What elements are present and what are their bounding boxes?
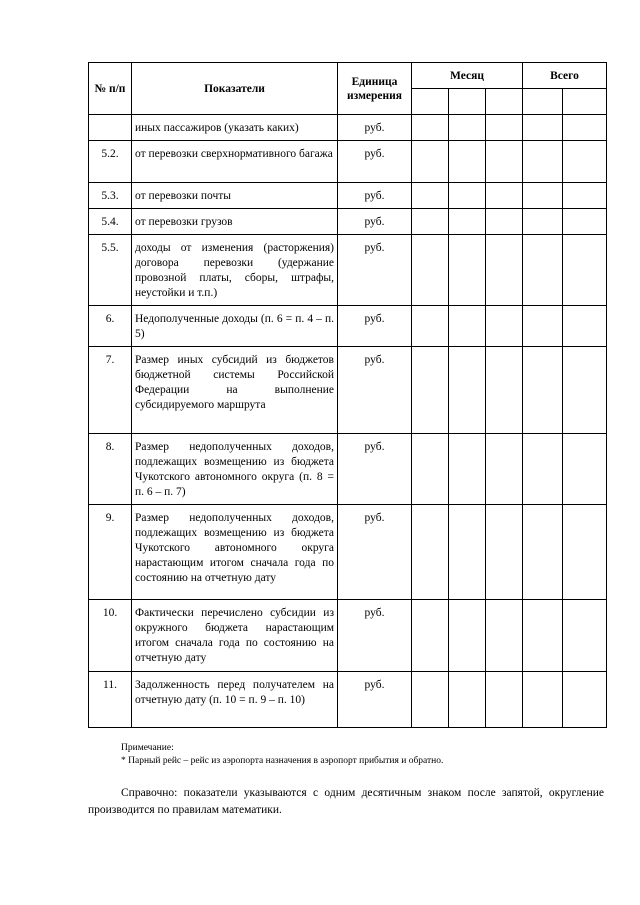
table-row	[89, 141, 607, 183]
row-num	[89, 115, 132, 141]
value-cell	[523, 183, 563, 209]
footnote-text: * Парный рейс – рейс из аэропорта назначения в аэропорт прибытия и обратно.	[121, 756, 444, 766]
value-cell	[563, 672, 607, 728]
value-cell	[523, 434, 563, 505]
value-cell	[412, 434, 449, 505]
value-cell	[449, 434, 486, 505]
row-unit: руб.	[338, 209, 412, 235]
table-row	[89, 183, 607, 209]
row-unit: руб.	[338, 600, 412, 672]
month-subcell	[486, 89, 523, 115]
row-indicator: от перевозки грузов	[132, 209, 338, 235]
value-cell	[486, 347, 523, 434]
value-cell	[449, 209, 486, 235]
value-cell	[523, 600, 563, 672]
row-num: 5.4.	[89, 209, 132, 235]
month-subcell	[412, 89, 449, 115]
value-cell	[412, 505, 449, 600]
value-cell	[486, 505, 523, 600]
row-unit: руб.	[338, 306, 412, 347]
row-unit: руб.	[338, 141, 412, 183]
value-cell	[523, 505, 563, 600]
table-row	[89, 209, 607, 235]
value-cell	[523, 209, 563, 235]
row-num: 8.	[89, 434, 132, 505]
total-subcell	[523, 89, 563, 115]
row-unit: руб.	[338, 183, 412, 209]
row-indicator: доходы от изменения (расторжения) договора перевозки (удержание провозной платы, сборы, штрафы, неустойки и т.п.)	[132, 235, 338, 306]
header-month: Месяц	[412, 63, 523, 89]
header-total: Всего	[523, 63, 607, 89]
reference-paragraph: Справочно: показатели указываются с одним десятичным знаком после запятой, округление производится по правилам математики.	[88, 787, 604, 816]
value-cell	[412, 235, 449, 306]
row-unit: руб.	[338, 434, 412, 505]
table-row	[89, 434, 607, 505]
value-cell	[412, 141, 449, 183]
value-cell	[412, 347, 449, 434]
month-subcell	[449, 89, 486, 115]
value-cell	[486, 209, 523, 235]
row-num: 6.	[89, 306, 132, 347]
report-table	[88, 62, 607, 728]
value-cell	[523, 306, 563, 347]
value-cell	[523, 672, 563, 728]
value-cell	[412, 209, 449, 235]
table-row	[89, 672, 607, 728]
row-indicator: Фактически перечислено субсидии из окружного бюджета нарастающим итогом сначала года по состоянию на отчетную дату	[132, 600, 338, 672]
row-unit: руб.	[338, 115, 412, 141]
value-cell	[412, 600, 449, 672]
value-cell	[563, 209, 607, 235]
table-row	[89, 505, 607, 600]
value-cell	[563, 505, 607, 600]
row-num: 11.	[89, 672, 132, 728]
value-cell	[486, 600, 523, 672]
value-cell	[563, 306, 607, 347]
value-cell	[486, 672, 523, 728]
table-row	[89, 347, 607, 434]
value-cell	[486, 141, 523, 183]
value-cell	[486, 235, 523, 306]
value-cell	[449, 141, 486, 183]
value-cell	[563, 434, 607, 505]
header-unit: Единица измерения	[338, 63, 412, 115]
value-cell	[449, 235, 486, 306]
value-cell	[563, 347, 607, 434]
value-cell	[449, 672, 486, 728]
row-indicator: Размер недополученных доходов, подлежащих возмещению из бюджета Чукотского автономного округа нарастающим итогом сначала года по состоянию на отчетную дату	[132, 505, 338, 600]
row-indicator: Размер иных субсидий из бюджетов бюджетной системы Российской Федерации на выполнение субсидируемого маршрута	[132, 347, 338, 434]
value-cell	[412, 306, 449, 347]
row-indicator: Размер недополученных доходов, подлежащих возмещению из бюджета Чукотского автономного округа (п. 8 = п. 6 – п. 7)	[132, 434, 338, 505]
value-cell	[523, 115, 563, 141]
table-row	[89, 235, 607, 306]
row-num: 9.	[89, 505, 132, 600]
row-unit: руб.	[338, 235, 412, 306]
value-cell	[563, 600, 607, 672]
footnote	[121, 742, 443, 768]
row-indicator: Задолженность перед получателем на отчетную дату (п. 10 = п. 9 – п. 10)	[132, 672, 338, 728]
row-num: 10.	[89, 600, 132, 672]
table-row	[89, 306, 607, 347]
total-subcell	[563, 89, 607, 115]
value-cell	[486, 115, 523, 141]
row-indicator: Недополученные доходы (п. 6 = п. 4 – п. 5)	[132, 306, 338, 347]
row-unit: руб.	[338, 672, 412, 728]
row-num: 7.	[89, 347, 132, 434]
value-cell	[449, 600, 486, 672]
row-num: 5.5.	[89, 235, 132, 306]
row-unit: руб.	[338, 347, 412, 434]
value-cell	[412, 672, 449, 728]
table-row	[89, 600, 607, 672]
value-cell	[563, 115, 607, 141]
row-indicator: от перевозки почты	[132, 183, 338, 209]
value-cell	[563, 141, 607, 183]
row-indicator: от перевозки сверхнормативного багажа	[132, 141, 338, 183]
value-cell	[523, 347, 563, 434]
value-cell	[412, 183, 449, 209]
row-num: 5.3.	[89, 183, 132, 209]
value-cell	[449, 115, 486, 141]
value-cell	[486, 306, 523, 347]
table-header-row	[89, 63, 607, 89]
value-cell	[563, 235, 607, 306]
row-unit: руб.	[338, 505, 412, 600]
row-num: 5.2.	[89, 141, 132, 183]
header-num: № п/п	[89, 63, 132, 115]
value-cell	[449, 347, 486, 434]
value-cell	[523, 141, 563, 183]
value-cell	[486, 434, 523, 505]
value-cell	[449, 306, 486, 347]
header-indicators: Показатели	[132, 63, 338, 115]
value-cell	[486, 183, 523, 209]
value-cell	[449, 183, 486, 209]
value-cell	[412, 115, 449, 141]
value-cell	[563, 183, 607, 209]
value-cell	[449, 505, 486, 600]
value-cell	[523, 235, 563, 306]
row-indicator: иных пассажиров (указать каких)	[132, 115, 338, 141]
footnote-title: Примечание:	[121, 743, 174, 753]
table-row	[89, 115, 607, 141]
